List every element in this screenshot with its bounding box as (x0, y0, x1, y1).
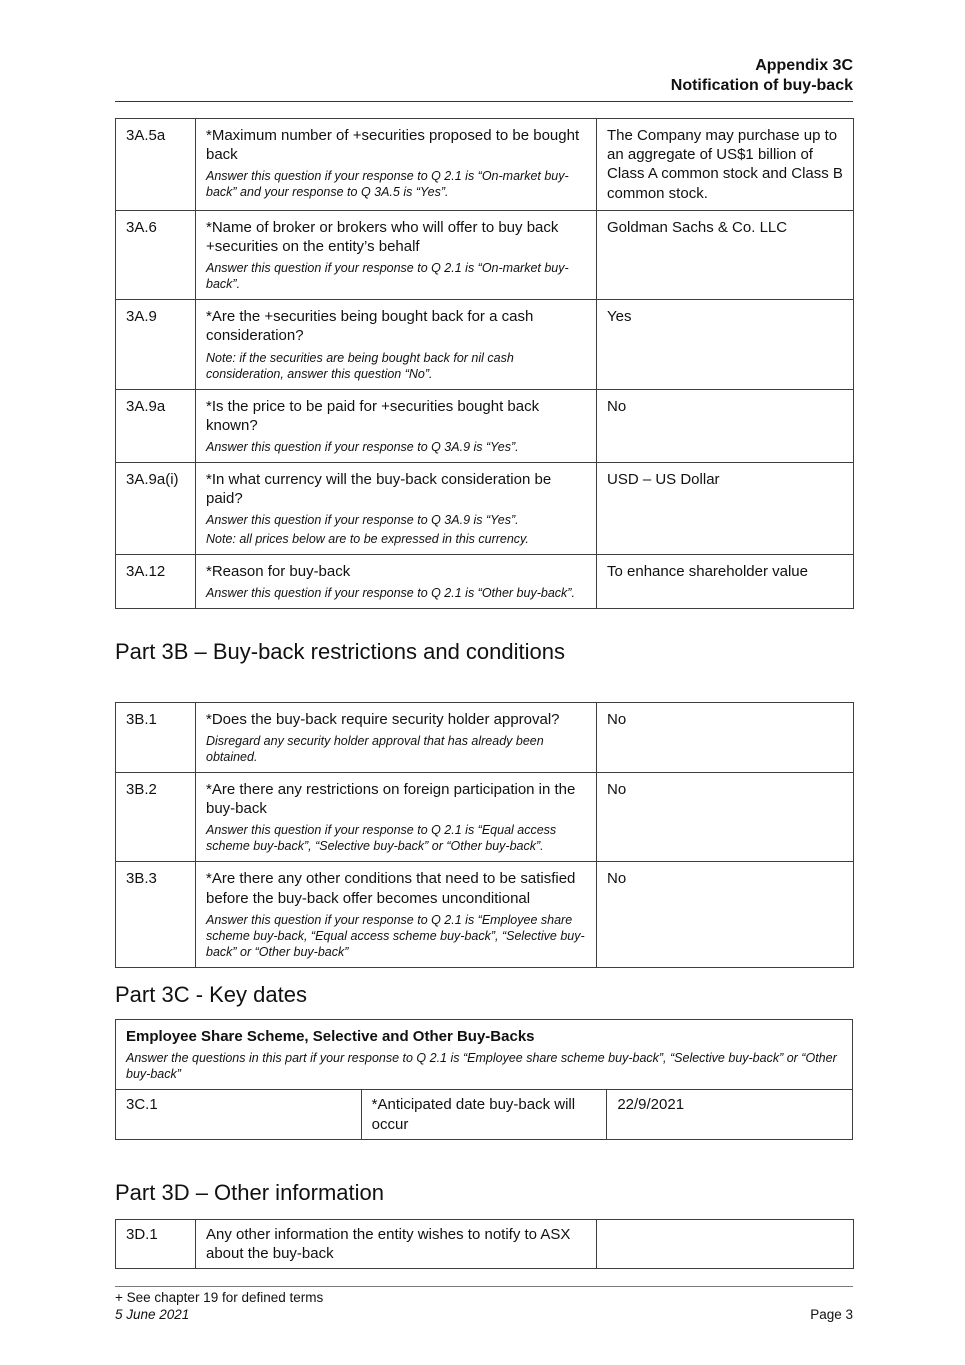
question-text: *Are there any other conditions that need to be satisfied before the buy-back offer becomes unconditional (206, 870, 576, 907)
question-cell (196, 1220, 597, 1269)
header-rule (115, 101, 853, 102)
question-text: *In what currency will the buy-back consideration be paid? (206, 470, 552, 508)
question-note: Answer this question if your response to Q 3A.9 is “Yes”. (206, 439, 519, 454)
question-note: Answer this question if your response to Q 2.1 is “On-market buy-back”. (206, 261, 569, 292)
scheme-header-title: Employee Share Scheme, Selective and Other Buy-Backs (126, 1028, 535, 1046)
question-note: Disregard any security holder approval that has already been obtained. (206, 734, 544, 765)
question-text: *Anticipated date buy-back will occur (371, 1096, 576, 1133)
table-row (116, 702, 854, 772)
row-id-cell: 3A.9a(i) (116, 462, 196, 554)
row-id-cell: 3D.1 (116, 1220, 196, 1269)
part-3b-heading: Part 3B – Buy-back restrictions and conditions (115, 639, 566, 665)
answer-cell: 22/9/2021 (607, 1090, 853, 1139)
footer-bottom-row (115, 1307, 853, 1322)
question-cell (196, 119, 597, 211)
question-note: Note: if the securities are being bought back for nil cash consideration, answer this question “No”. (206, 350, 514, 381)
question-cell (196, 862, 597, 967)
header-title-line2: Notification of buy-back (670, 77, 853, 94)
answer-cell: No (597, 862, 854, 967)
footer-defined-terms: + See chapter 19 for defined terms (115, 1290, 324, 1306)
answer-cell: No (597, 389, 854, 462)
footer-rule (115, 1286, 853, 1287)
row-id-cell: 3B.3 (116, 862, 196, 967)
answer-cell (597, 1220, 854, 1269)
question-note: Answer this question if your response to Q 2.1 is “Employee share scheme buy-back, “Equal access scheme buy-back”, “Selective buy-back” or “Other buy-back” (206, 912, 585, 959)
scheme-header-cell (116, 1020, 853, 1090)
answer-cell: No (597, 773, 854, 862)
table-row (116, 462, 854, 554)
part-3d-table (115, 1219, 854, 1269)
question-note: Answer this question if your response to Q 3A.9 is “Yes”. (206, 513, 519, 528)
part-3a-table (115, 118, 854, 609)
row-id-cell: 3B.1 (116, 702, 196, 772)
part-3c-heading: Part 3C - Key dates (115, 981, 307, 1007)
row-id-cell: 3A.12 (116, 555, 196, 609)
footer-page-number: Page 3 (810, 1307, 853, 1323)
question-cell (196, 300, 597, 389)
table-row (116, 389, 854, 462)
row-id-cell: 3A.9 (116, 300, 196, 389)
question-text: *Maximum number of +securities proposed to be bought back (206, 127, 580, 164)
row-id-cell: 3A.9a (116, 389, 196, 462)
question-text: Any other information the entity wishes to notify to ASX about the buy-back (206, 1226, 571, 1263)
header-title-line1: Appendix 3C (755, 57, 853, 74)
question-note: Answer this question if your response to Q 2.1 is “On-market buy-back” and your response to Q 3A.5 is “Yes”. (206, 169, 569, 200)
question-text: *Name of broker or brokers who will offer to buy back +securities on the entity’s behalf (206, 218, 559, 255)
table-row (116, 555, 854, 609)
table-row (116, 119, 854, 211)
answer-cell: The Company may purchase up to an aggregate of US$1 billion of Class A common stock and Class B common stock. (597, 119, 854, 211)
answer-cell: To enhance shareholder value (597, 555, 854, 609)
table-row (116, 1090, 853, 1139)
part-3d-heading: Part 3D – Other information (115, 1179, 385, 1205)
table-row (116, 210, 854, 299)
table-row (116, 1020, 853, 1090)
document-header (115, 56, 853, 96)
question-cell (196, 389, 597, 462)
question-text: *Are there any restrictions on foreign participation in the buy-back (206, 781, 576, 818)
part-3c-table (115, 1019, 853, 1140)
row-id-cell: 3A.6 (116, 210, 196, 299)
row-id-cell: 3C.1 (116, 1090, 362, 1139)
scheme-header-note: Answer the questions in this part if your response to Q 2.1 is “Employee share scheme buy-back”, “Selective buy-back” or “Other buy-back” (126, 1051, 837, 1082)
footer-date: 5 June 2021 (115, 1307, 190, 1323)
question-note: Answer this question if your response to Q 2.1 is “Other buy-back”. (206, 586, 575, 601)
question-cell (196, 773, 597, 862)
answer-cell: Yes (597, 300, 854, 389)
question-note: Answer this question if your response to Q 2.1 is “Equal access scheme buy-back”, “Selective buy-back” or “Other buy-back”. (206, 823, 557, 854)
question-cell (196, 462, 597, 554)
question-text: *Does the buy-back require security holder approval? (206, 710, 560, 728)
table-row (116, 300, 854, 389)
table-row (116, 1220, 854, 1269)
answer-cell: Goldman Sachs & Co. LLC (597, 210, 854, 299)
question-note: Note: all prices below are to be expressed in this currency. (206, 532, 529, 547)
row-id-cell: 3B.2 (116, 773, 196, 862)
answer-cell: USD – US Dollar (597, 462, 854, 554)
question-cell (196, 210, 597, 299)
question-cell (196, 555, 597, 609)
part-3b-table (115, 702, 854, 968)
question-cell (361, 1090, 607, 1139)
answer-cell: No (597, 702, 854, 772)
question-text: *Are the +securities being bought back for a cash consideration? (206, 308, 534, 345)
row-id-cell: 3A.5a (116, 119, 196, 211)
question-text: *Reason for buy-back (206, 563, 351, 581)
question-cell (196, 702, 597, 772)
table-row (116, 773, 854, 862)
question-text: *Is the price to be paid for +securities bought back known? (206, 397, 540, 434)
table-row (116, 862, 854, 967)
